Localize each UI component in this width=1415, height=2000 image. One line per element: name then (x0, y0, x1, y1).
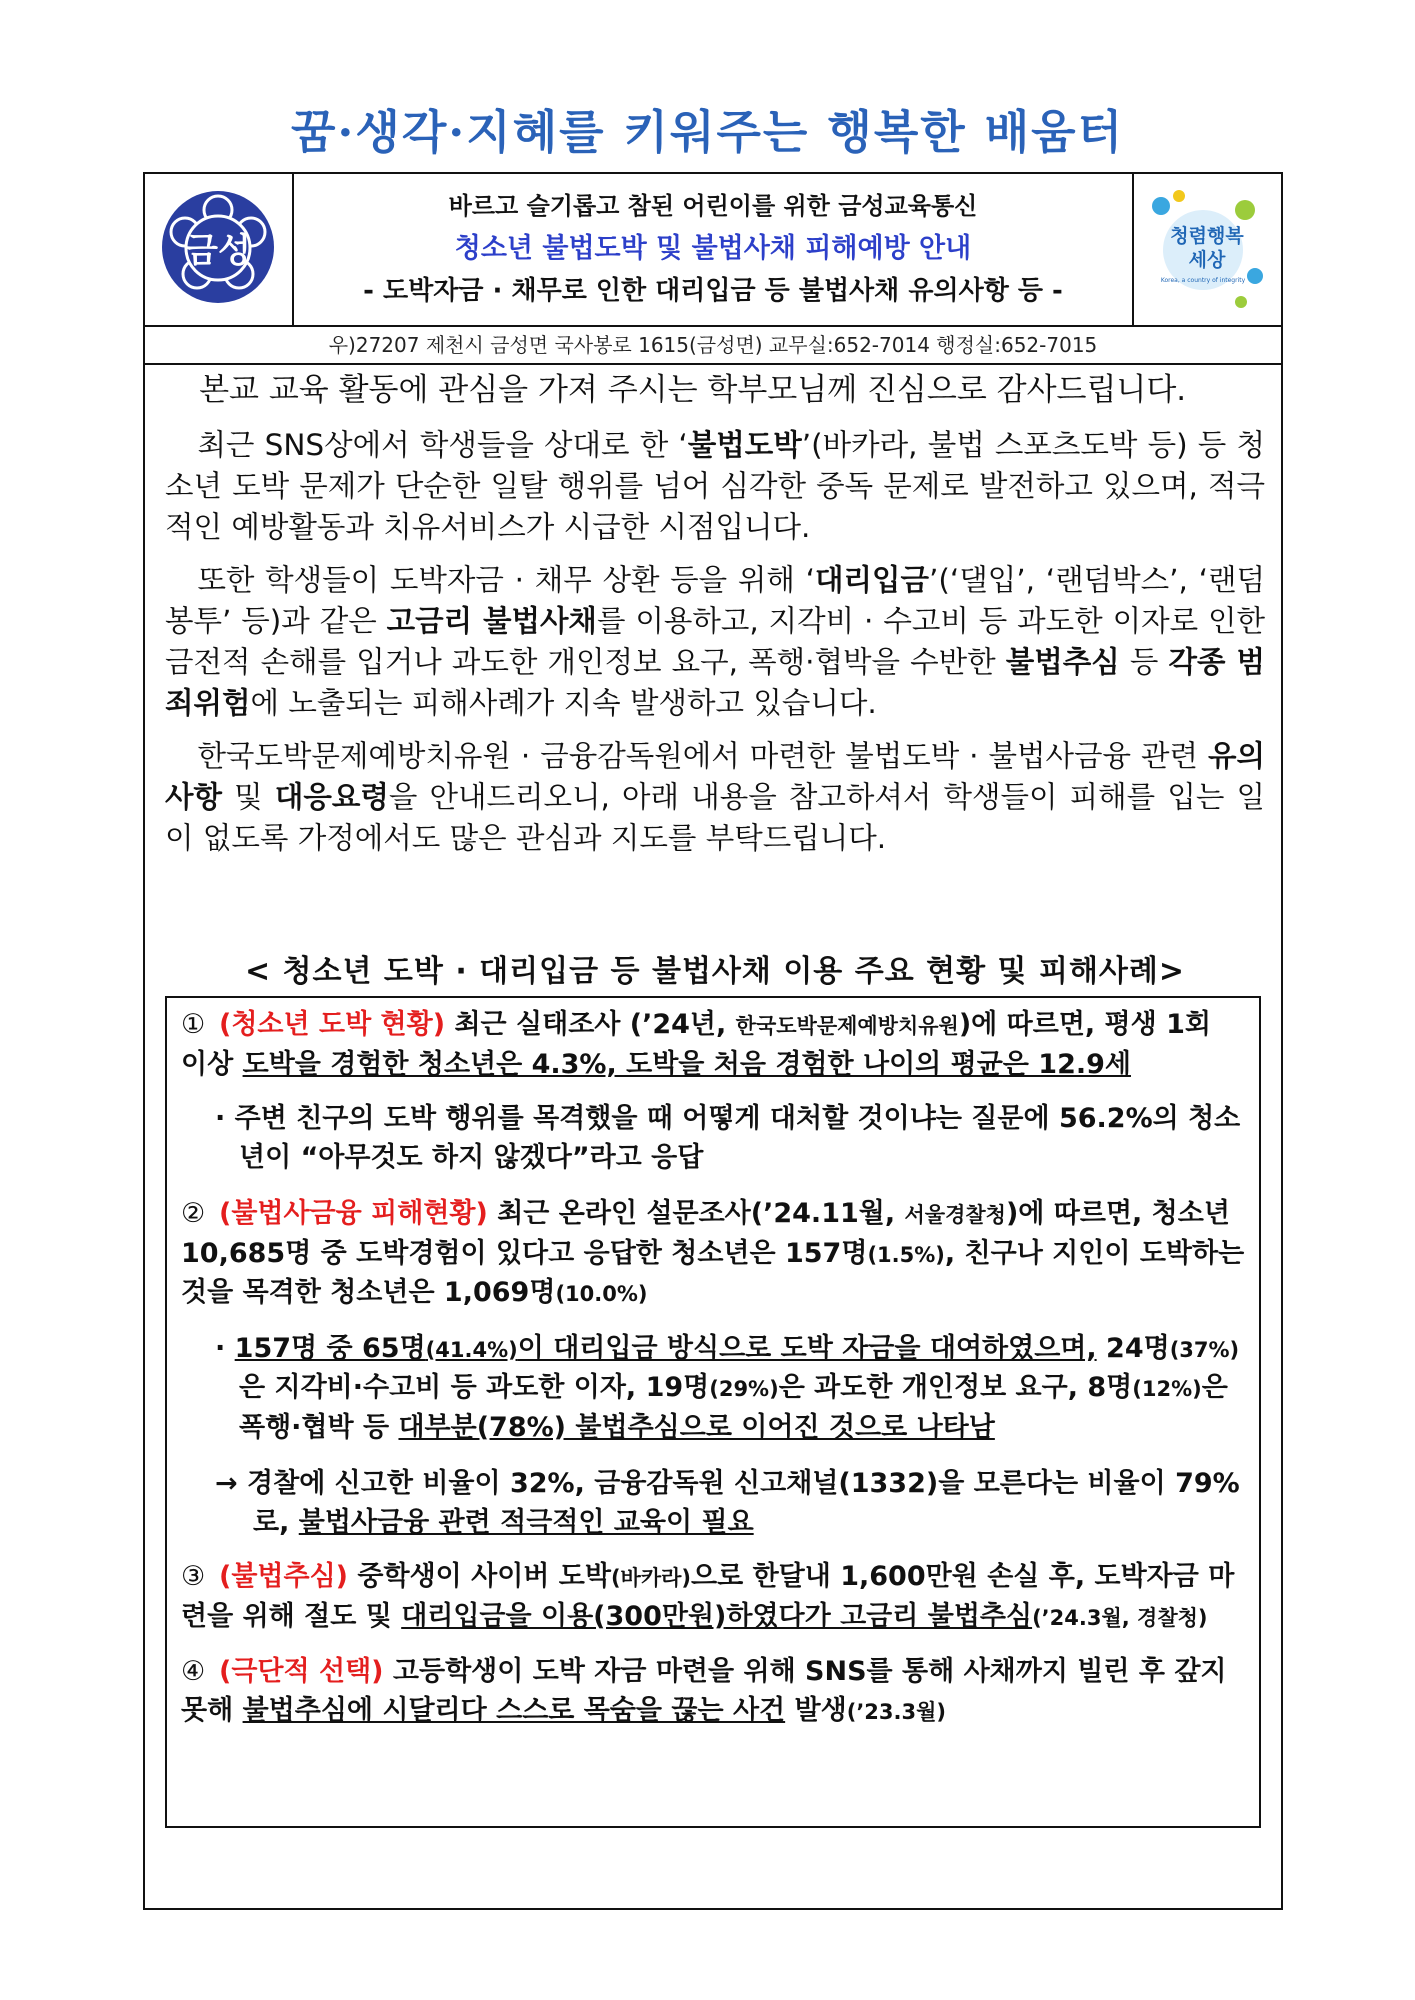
text-underlined: 대부분(78%) 불법추심으로 이어진 것으로 나타남 (398, 1411, 995, 1443)
cases-box (165, 996, 1261, 1828)
text-bold: 고금리 불법사채 (386, 604, 597, 638)
case-subitem (181, 1330, 1245, 1448)
text: , 친구나 지인이 도박하는 것을 목격한 청소년은 1,069명 (181, 1237, 1245, 1308)
item-number: ① (181, 1009, 206, 1040)
text: 최근 SNS상에서 학생들을 상대로 한 ‘ (197, 428, 688, 462)
text-small: (바카라) (610, 1566, 692, 1590)
text-underlined: 불법사금융 관련 적극적인 교육이 필요 (298, 1506, 754, 1538)
text: 은 폭행·협박 등 (239, 1372, 1228, 1443)
newsletter-title: 청소년 불법도박 및 불법사채 피해예방 안내 (454, 233, 972, 264)
text: 24명 (1106, 1332, 1170, 1364)
text: 최근 온라인 설문조사(’24.11월, (487, 1198, 905, 1229)
text-bold: 불법추심 (1005, 645, 1120, 679)
case-arrow-note (181, 1465, 1245, 1542)
text-bold: 유의사항 (165, 739, 1265, 814)
newsletter-frame (143, 172, 1283, 1910)
text: 최근 실태조사 (’24년, (445, 1009, 736, 1040)
text-bold: 대리입금 (815, 563, 930, 597)
newsletter-subtitle: 바르고 슬기롭고 참된 어린이를 위한 금성교육통신 (448, 192, 978, 220)
text-bold: 불법도박 (687, 428, 802, 462)
text-small: (’23.3월) (846, 1699, 946, 1724)
school-seal-icon (159, 188, 277, 306)
paragraph-loans (165, 560, 1265, 724)
text: 또한 학생들이 도박자금 · 채무 상환 등을 위해 ‘ (197, 563, 816, 597)
text-small: (10.0%) (555, 1282, 648, 1306)
text-source: (’24.3월, 경찰청) (1032, 1605, 1208, 1630)
case-item-3 (181, 1558, 1245, 1637)
text-small: (1.5%) (867, 1242, 945, 1267)
integrity-logo-icon (1145, 184, 1271, 314)
text-source: 서울경찰청 (904, 1203, 1006, 1227)
newsletter-subheading: - 도박자금 · 채무로 인한 대리입금 등 불법사채 유의사항 등 - (363, 276, 1063, 306)
box-title: < 청소년 도박 · 대리입금 등 불법사채 이용 주요 현황 및 피해사례> (244, 954, 1186, 989)
text-underlined: 도박을 경험한 청소년은 4.3%, 도박을 처음 경험한 나이의 평균은 12.9세 (242, 1048, 1131, 1080)
text-source: 한국도박문제예방치유원 (735, 1014, 959, 1038)
text: 를 이용하고, 지각비 · 수고비 등 과도한 이자로 인한 금전적 손해를 입거나 과도한 개인정보 요구, 폭행·협박을 수반한 (165, 604, 1266, 679)
divider (292, 174, 294, 325)
item-label: (불법사금융 피해현황) (219, 1198, 488, 1229)
text-bold: 각종 범죄위험 (165, 645, 1265, 720)
text: 및 (222, 780, 275, 814)
letter-body (165, 370, 1265, 859)
bullet: · (215, 1332, 235, 1364)
text: 고등학생이 도박 자금 마련을 위해 SNS를 통해 사채까지 빌린 후 갚지 못해 (181, 1656, 1227, 1726)
school-slogan: 꿈·생각·지혜를 키워주는 행복한 배움터 (290, 105, 1125, 159)
greeting-paragraph: 본교 교육 활동에 관심을 가져 주시는 학부모님께 진심으로 감사드립니다. (199, 372, 1187, 408)
text-underlined: 157명 중 65명 (234, 1332, 426, 1364)
text-underlined: 불법추심에 시달리다 스스로 목숨을 끊는 사건 (242, 1694, 786, 1726)
logo-text: 세상 (1188, 249, 1226, 271)
text: ’(바카라, 불법 스포츠도박 등) 등 청소년 도박 문제가 단순한 일탈 행위를 넘어 심각한 중독 문제로 발전하고 있으며, 적극적인 예방활동과 치유서비스가 시급한 시점입니다. (165, 428, 1265, 544)
text: ’(‘댈입’, ‘랜덤박스’, ‘랜덤봉투’ 등)과 같은 (165, 563, 1266, 638)
text: 으로 한달내 1,600만원 손실 후, 도박자금 마련을 위해 절도 및 (181, 1561, 1235, 1632)
arrow-icon: → (215, 1468, 238, 1499)
case-subitem: · 주변 친구의 도박 행위를 목격했을 때 어떻게 대처할 것이냐는 질문에 56.2%의 청소년이 “아무것도 하지 않겠다”라고 응답 (215, 1103, 1241, 1173)
text: 을 안내드리오니, 아래 내용을 참고하셔서 학생들이 피해를 입는 일이 없도록 가정에서도 많은 관심과 지도를 부탁드립니다. (165, 780, 1265, 855)
text: 경찰에 신고한 비율이 32%, 금융감독원 신고채널(1332)을 모른다는 비율이 79%로, (247, 1468, 1240, 1538)
text: 은 과도한 개인정보 요구, 8명 (778, 1372, 1133, 1403)
case-item-2 (181, 1195, 1245, 1314)
logo-text: 청렴행복 (1170, 225, 1244, 247)
school-address: 우)27207 제천시 금성면 국사봉로 1615(금성면) 교무실:652-7014 행정실:652-7015 (145, 327, 1281, 365)
text-small: (41.4%) (425, 1337, 518, 1362)
text-small: (37%) (1169, 1337, 1240, 1362)
paragraph-request (165, 736, 1265, 859)
text-underlined: 대리입금을 이용(300만원)하였다가 고금리 불법추심 (401, 1600, 1033, 1632)
text-bold: 대응요령 (274, 780, 389, 814)
item-number: ② (181, 1198, 206, 1229)
text-underlined: 이 대리입금 방식으로 도박 자금을 대여하였으며, (517, 1332, 1097, 1364)
item-number: ④ (181, 1656, 206, 1687)
text: 에 노출되는 피해사례가 지속 발생하고 있습니다. (250, 686, 877, 720)
logo-caption: Korea, a country of integrity (1160, 277, 1246, 284)
text: 등 (1119, 645, 1169, 679)
case-item-4 (181, 1653, 1245, 1731)
item-label: (극단적 선택) (219, 1656, 384, 1687)
text: 은 지각비·수고비 등 과도한 이자, 19명 (239, 1372, 710, 1403)
case-item-1 (181, 1006, 1245, 1084)
text: 한국도박문제예방치유원 · 금융감독원에서 마련한 불법도박 · 불법사금융 관련 (197, 739, 1208, 773)
spacer (238, 1468, 247, 1499)
item-number: ③ (181, 1561, 206, 1592)
seal-text: 금성 (185, 231, 251, 271)
newsletter-header (145, 174, 1281, 327)
text: 발생 (785, 1694, 847, 1726)
item-label: (청소년 도박 현황) (219, 1009, 446, 1040)
paragraph-gambling (165, 425, 1265, 548)
text-small: (12%) (1132, 1377, 1202, 1401)
text: 중학생이 사이버 도박 (348, 1561, 611, 1592)
text-small: (29%) (709, 1377, 779, 1401)
item-label: (불법추심) (219, 1561, 349, 1592)
text: )에 따르면, 청소년 10,685명 중 도박경험이 있다고 응답한 청소년은 157명 (181, 1198, 1230, 1269)
divider (1132, 174, 1134, 325)
text: )에 따르면, 평생 1회 이상 (181, 1009, 1211, 1080)
